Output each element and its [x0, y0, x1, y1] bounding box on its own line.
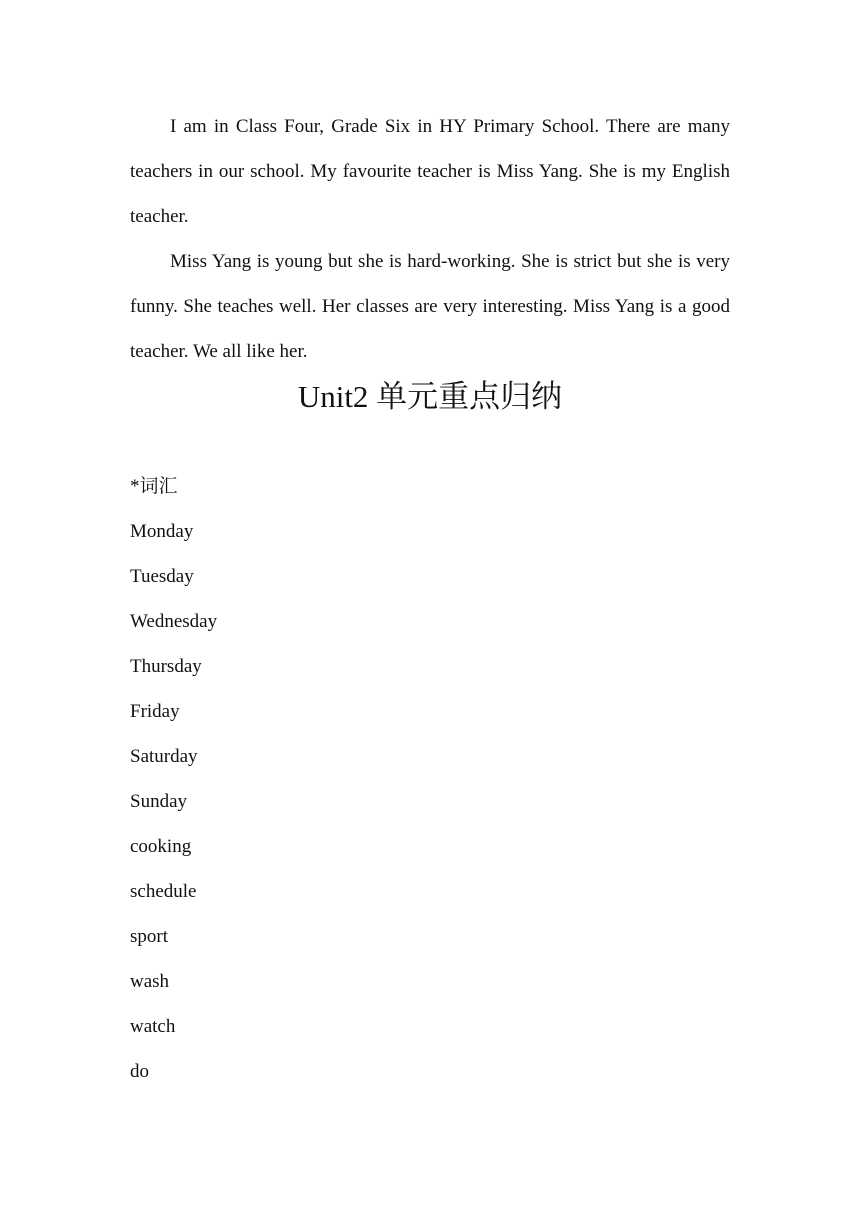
vocab-item: Wednesday — [130, 611, 218, 632]
vocab-item: Monday — [130, 521, 194, 542]
paragraph-miss-yang: Miss Yang is young but she is hard-working. She is strict but she is very funny. She teaches well. Her classes are very interesting. Miss Yang is a good teacher. We all like her. — [130, 251, 730, 362]
paragraph-class-intro: I am in Class Four, Grade Six in HY Primary School. There are many teachers in our school. My favourite teacher is Miss Yang. She is my English teacher. — [130, 116, 730, 227]
vocab-item: schedule — [130, 881, 197, 902]
vocab-item: Friday — [130, 701, 180, 722]
unit-title: Unit2 单元重点归纳 — [297, 379, 563, 414]
vocab-item: Tuesday — [130, 566, 194, 587]
document-page — [130, 104, 730, 1094]
vocab-item: Sunday — [130, 791, 187, 812]
vocab-item: Saturday — [130, 746, 198, 767]
vocab-item: watch — [130, 1016, 176, 1037]
vocab-section-label: *词汇 — [130, 476, 178, 497]
vocab-item: cooking — [130, 836, 192, 857]
vocab-item: Thursday — [130, 656, 202, 677]
vocab-item: sport — [130, 926, 168, 947]
vocab-item: do — [130, 1061, 149, 1082]
vocab-item: wash — [130, 971, 170, 992]
spacer — [130, 419, 730, 464]
vocab-list — [130, 509, 730, 1094]
